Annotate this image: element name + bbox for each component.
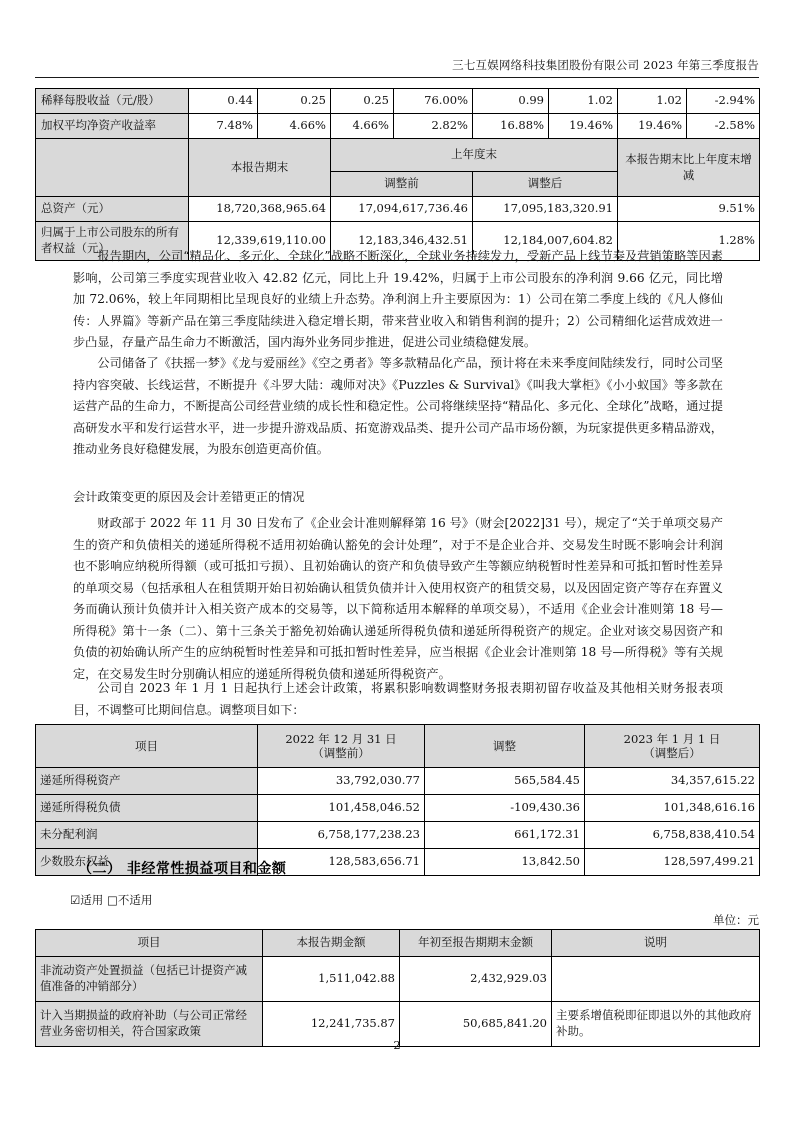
cell: 128,583,656.71 — [258, 849, 425, 876]
table-header-row — [36, 139, 760, 172]
subheader-before-adjust: 调整前 — [331, 172, 473, 197]
cell: -109,430.36 — [425, 795, 585, 822]
row-label-deferred-tax-liability: 递延所得税负债 — [36, 795, 258, 822]
nonrecurring-table-wrapper — [35, 929, 759, 1047]
adjustments-table-wrapper — [35, 724, 759, 876]
heading-text: 会计政策变更的原因及会计差错更正的情况 — [73, 490, 305, 504]
cell: 16.88% — [473, 114, 549, 139]
nonrecurring-table — [35, 929, 760, 1047]
page-header — [35, 44, 759, 78]
header-item: 项目 — [36, 930, 263, 957]
cell: 0.25 — [331, 89, 394, 114]
cell-equity-before: 12,183,346,432.51 — [331, 222, 473, 261]
cell: 1.02 — [618, 89, 687, 114]
paragraph-policy-detail — [73, 513, 723, 685]
cell: 6,758,838,410.54 — [585, 822, 760, 849]
table-row — [36, 89, 760, 114]
header-blank — [36, 139, 189, 197]
cell: 34,357,615.22 — [585, 768, 760, 795]
row-label-total-assets: 总资产（元） — [36, 197, 189, 222]
row-label-diluted-eps: 稀释每股收益（元/股） — [36, 89, 189, 114]
cell: 6,758,177,238.23 — [258, 822, 425, 849]
cell: 19.46% — [618, 114, 687, 139]
table-row — [36, 114, 760, 139]
cell: 0.44 — [189, 89, 258, 114]
cell: 101,458,046.52 — [258, 795, 425, 822]
header-last-year-end: 上年度末 — [331, 139, 618, 172]
row-label-equity: 归属于上市公司股东的所有者权益（元） — [36, 222, 189, 261]
cell-equity-change: 1.28% — [618, 222, 760, 261]
header-note: 说明 — [552, 930, 760, 957]
cell-total-assets-current: 18,720,368,965.64 — [189, 197, 331, 222]
cell: 50,685,841.20 — [400, 1002, 552, 1047]
header-before-adjust — [258, 725, 425, 768]
applicability-checkboxes[interactable]: ☑适用 □不适用 — [70, 893, 153, 907]
header-item: 项目 — [36, 725, 258, 768]
cell: 主要系增值税即征即退以外的其他政府补助。 — [552, 1002, 760, 1047]
cell: 2.82% — [394, 114, 473, 139]
header-current-period-end: 本报告期末 — [189, 139, 331, 197]
key-indicators-table — [35, 88, 760, 261]
row-label-disposal-gain: 非流动资产处置损益（包括已计提资产减值准备的冲销部分） — [36, 957, 263, 1002]
cell: 4.66% — [331, 114, 394, 139]
row-label-deferred-tax-asset: 递延所得税资产 — [36, 768, 258, 795]
unit-note: 单位：元 — [713, 913, 759, 927]
table-header-row — [36, 930, 760, 957]
header-change: 本报告期末比上年度末增减 — [618, 139, 760, 197]
cell-equity-after: 12,184,007,604.82 — [473, 222, 618, 261]
header-before-line1: 2022 年 12 月 31 日 — [285, 731, 397, 746]
cell: 565,584.45 — [425, 768, 585, 795]
cell: 12,241,735.87 — [263, 1002, 400, 1047]
cell: 661,172.31 — [425, 822, 585, 849]
heading-accounting-policy — [73, 487, 723, 509]
header-before-line2: （调整前） — [312, 746, 370, 760]
paragraph-text: 公司自 2023 年 1 月 1 日起执行上述会计政策，将累积影响数调整财务报表期初留存收益及其他相关财务报表项目，不调整可比期间信息。调整项目如下： — [73, 681, 723, 717]
cell: 7.48% — [189, 114, 258, 139]
header-adjust: 调整 — [425, 725, 585, 768]
header-after-adjust — [585, 725, 760, 768]
cell: 1,511,042.88 — [263, 957, 400, 1002]
paragraph-text: 报告期内，公司“精品化、多元化、全球化”战略不断深化，全球业务持续发力，受新产品上线节奏及营销策略等因素影响，公司第三季度实现营业收入 42.82 亿元，同比上升 19.42%，归属于上市公司股东的净利润 9.66 亿元，同比增加 72.06%，较上年同期相比呈现良好的业绩上升态势。净利润上升主要原因为：1）公司在第二季度上线的《凡人修仙传：人界篇》等新产品在第三季度陆续进入稳定增长期，带来营业收入和销售利润的提升；2）公司精细化运营成效进一步凸显，存量产品生命力不断激活，国内海外业务同步推进，促进公司业绩稳健发展。 — [73, 249, 723, 349]
header-period-amount: 本报告期金额 — [263, 930, 400, 957]
cell: -2.94% — [687, 89, 760, 114]
table-row — [36, 795, 760, 822]
cell: 128,597,499.21 — [585, 849, 760, 876]
paragraph-text: 财政部于 2022 年 11 月 30 日发布了《企业会计准则解释第 16 号》（财会[2022]31 号），规定了“关于单项交易产生的资产和负债相关的递延所得税不适用初始确认豁免的会计处理”，对于不是企业合并、交易发生时既不影响会计利润也不影响应纳税所得额（或可抵扣亏损）、且初始确认的资产和负债导致产生等额应纳税暂时性差异和可抵扣暂时性差异的单项交易（包括承租人在租赁期开始日初始确认租赁负债并计入使用权资产的租赁交易，以及因固定资产等存在弃置义务而确认预计负债并计入相关资产成本的交易等，以下简称适用本解释的单项交易），不适用《企业会计准则第 18 号—所得税》第十一条（二）、第十三条关于豁免初始确认递延所得税负债和递延所得税资产的规定。企业对该交易因资产和负债的初始确认所产生的应纳税暂时性差异和可抵扣暂时性差异，应当根据《企业会计准则第 18 号—所得税》等有关规定，在交易发生时分别确认相应的递延所得税负债和递延所得税资产。 — [73, 516, 723, 681]
row-label-retained-earnings: 未分配利润 — [36, 822, 258, 849]
header-after-line2: （调整后） — [643, 746, 701, 760]
cell-total-assets-before: 17,094,617,736.46 — [331, 197, 473, 222]
cell: 1.02 — [549, 89, 618, 114]
cell: 101,348,616.16 — [585, 795, 760, 822]
table-row — [36, 957, 760, 1002]
report-title: 三七互娱网络科技集团股份有限公司 2023 年第三季度报告 — [452, 58, 759, 72]
row-label-gov-subsidy: 计入当期损益的政府补助（与公司正常经营业务密切相关，符合国家政策 — [36, 1002, 263, 1047]
section-heading-nonrecurring: （二） 非经常性损益项目和金额 — [78, 861, 287, 877]
row-label-minority-interests: 少数股东权益 — [36, 849, 258, 876]
adjustments-table — [35, 724, 760, 876]
table-header-row — [36, 725, 760, 768]
paragraph-policy-effective — [73, 678, 723, 721]
key-indicators-table-wrapper — [35, 88, 759, 261]
paragraph-text: 公司储备了《扶摇一梦》《龙与爱丽丝》《空之勇者》等多款精品化产品，预计将在未来季度间陆续发行，同时公司坚持内容突破、长线运营，不断提升《斗罗大陆：魂师对决》《Puzzles & Survival》《叫我大掌柜》《小小蚁国》等多款在运营产品的生命力，不断提高公司经营业绩的成长性和稳定性。公司将继续坚持“精品化、多元化、全球化”战略，通过提高研发水平和发行运营水平，进一步提升游戏品质、拓宽游戏品类、提升公司产品市场份额，为玩家提供更多精品游戏，推动业务良好稳健发展，为股东创造更高价值。 — [73, 356, 723, 456]
header-after-line1: 2023 年 1 月 1 日 — [623, 731, 721, 746]
cell: 0.25 — [258, 89, 331, 114]
cell: 19.46% — [549, 114, 618, 139]
paragraph-operations — [73, 246, 723, 354]
cell: 76.00% — [394, 89, 473, 114]
cell-total-assets-change: 9.51% — [618, 197, 760, 222]
table-row — [36, 822, 760, 849]
table-row — [36, 768, 760, 795]
cell: 2,432,929.03 — [400, 957, 552, 1002]
row-label-weighted-roe: 加权平均净资产收益率 — [36, 114, 189, 139]
paragraph-products — [73, 353, 723, 461]
cell-total-assets-after: 17,095,183,320.91 — [473, 197, 618, 222]
page-number: 2 — [393, 1038, 401, 1052]
cell-equity-current: 12,339,619,110.00 — [189, 222, 331, 261]
cell: 4.66% — [258, 114, 331, 139]
cell: 13,842.50 — [425, 849, 585, 876]
table-row — [36, 197, 760, 222]
cell: -2.58% — [687, 114, 760, 139]
subheader-after-adjust: 调整后 — [473, 172, 618, 197]
cell: 33,792,030.77 — [258, 768, 425, 795]
cell — [552, 957, 760, 1002]
cell: 0.99 — [473, 89, 549, 114]
header-ytd-amount: 年初至报告期期末金额 — [400, 930, 552, 957]
